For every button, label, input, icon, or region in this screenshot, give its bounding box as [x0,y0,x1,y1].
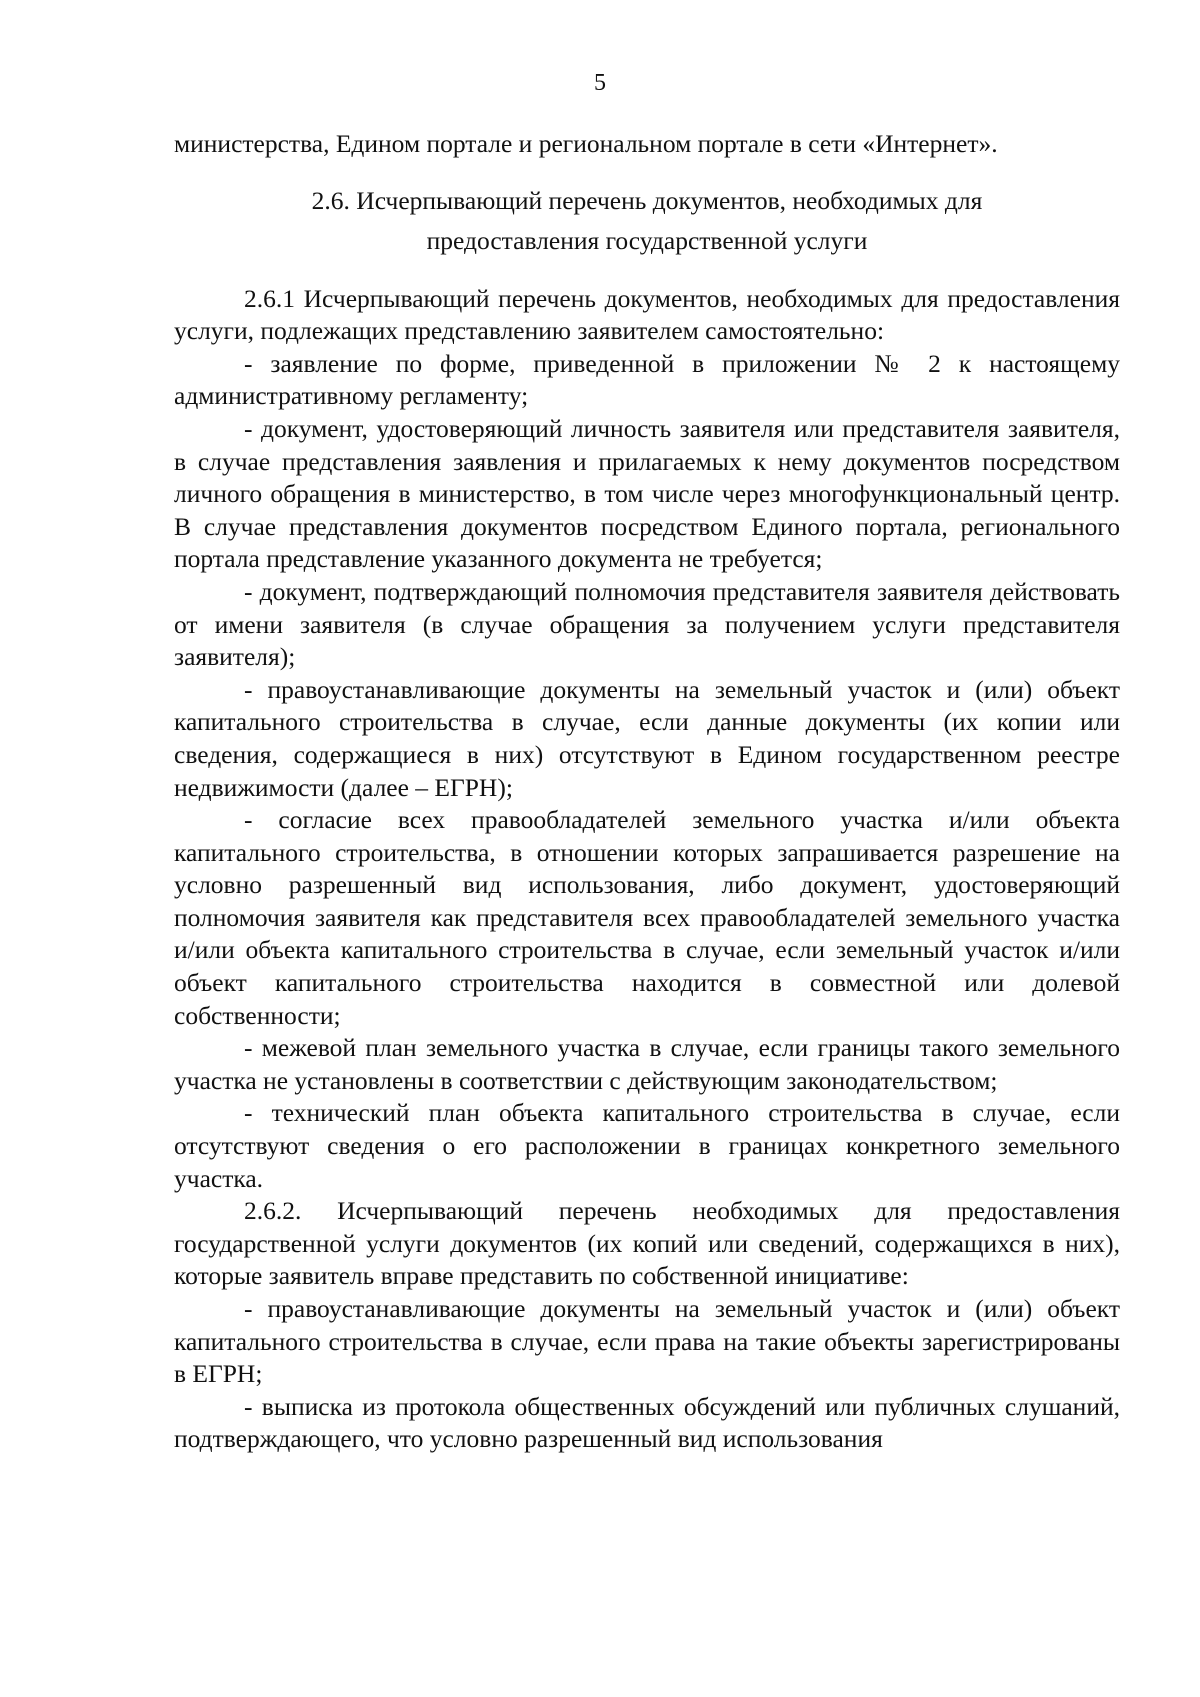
list-item-consent: - согласие всех правообладателей земельного участка и/или объекта капитального строительства, в отношении которых запрашивается разрешение на условно разрешенный вид использования, либо документ, удостоверяющий полномочия заявителя как представителя всех правообладателей земельного участка и/или объекта капитального строительства в случае, если земельный участок и/или объект капитального строительства находится в совместной или долевой собственности; [174,805,1120,1030]
paragraph-2-6-1: 2.6.1 Исчерпывающий перечень документов, необходимых для предоставления услуги, подлежащих представлению заявителем самостоятельно: [174,283,1120,346]
list-item-title-documents: - правоустанавливающие документы на земельный участок и (или) объект капитального строительства в случае, если данные документы (их копии или сведения, содержащиеся в них) отсутствуют в Едином государственном реестре недвижимости (далее – ЕГРН); [174,674,1120,802]
list-item-registered-title-documents: - правоустанавливающие документы на земельный участок и (или) объект капитального строительства в случае, если права на такие объекты зарегистрированы в ЕГРН; [174,1294,1120,1389]
list-item-authority-document: - документ, подтверждающий полномочия представителя заявителя действовать от имени заявителя (в случае обращения за получением услуги представителя заявителя); [174,576,1120,672]
paragraph-2-6-2: 2.6.2. Исчерпывающий перечень необходимых для предоставления государственной услуги документов (их копий или сведений, содержащихся в них), которые заявитель вправе представить по собственной инициативе: [174,1196,1120,1291]
list-item-identity-document: - документ, удостоверяющий личность заявителя или представителя заявителя, в случае представления заявления и прилагаемых к нему документов посредством личного обращения в министерство, в том числе через многофункциональный центр. В случае представления документов посредством Единого портала, регионального портала представление указанного документа не требуется; [174,413,1120,574]
page-number: 5 [594,70,606,96]
list-item-technical-plan: - технический план объекта капитального строительства в случае, если отсутствуют сведения о его расположении в границах конкретного земельного участка. [174,1098,1120,1193]
list-item-boundary-plan: - межевой план земельного участка в случае, если границы такого земельного участка не установлены в соответствии с действующим законодательством; [174,1033,1120,1095]
list-item-protocol-extract: - выписка из протокола общественных обсуждений или публичных слушаний, подтверждающего, что условно разрешенный вид использования [174,1391,1120,1454]
document-body [174,128,1120,1456]
paragraph-continuation: министерства, Едином портале и региональном портале в сети «Интернет». [174,129,998,158]
section-heading: 2.6. Исчерпывающий перечень документов, необходимых для предоставления государственной услуги [311,185,983,255]
list-item-application: - заявление по форме, приведенной в приложении № 2 к настоящему административному регламенту; [174,348,1120,411]
